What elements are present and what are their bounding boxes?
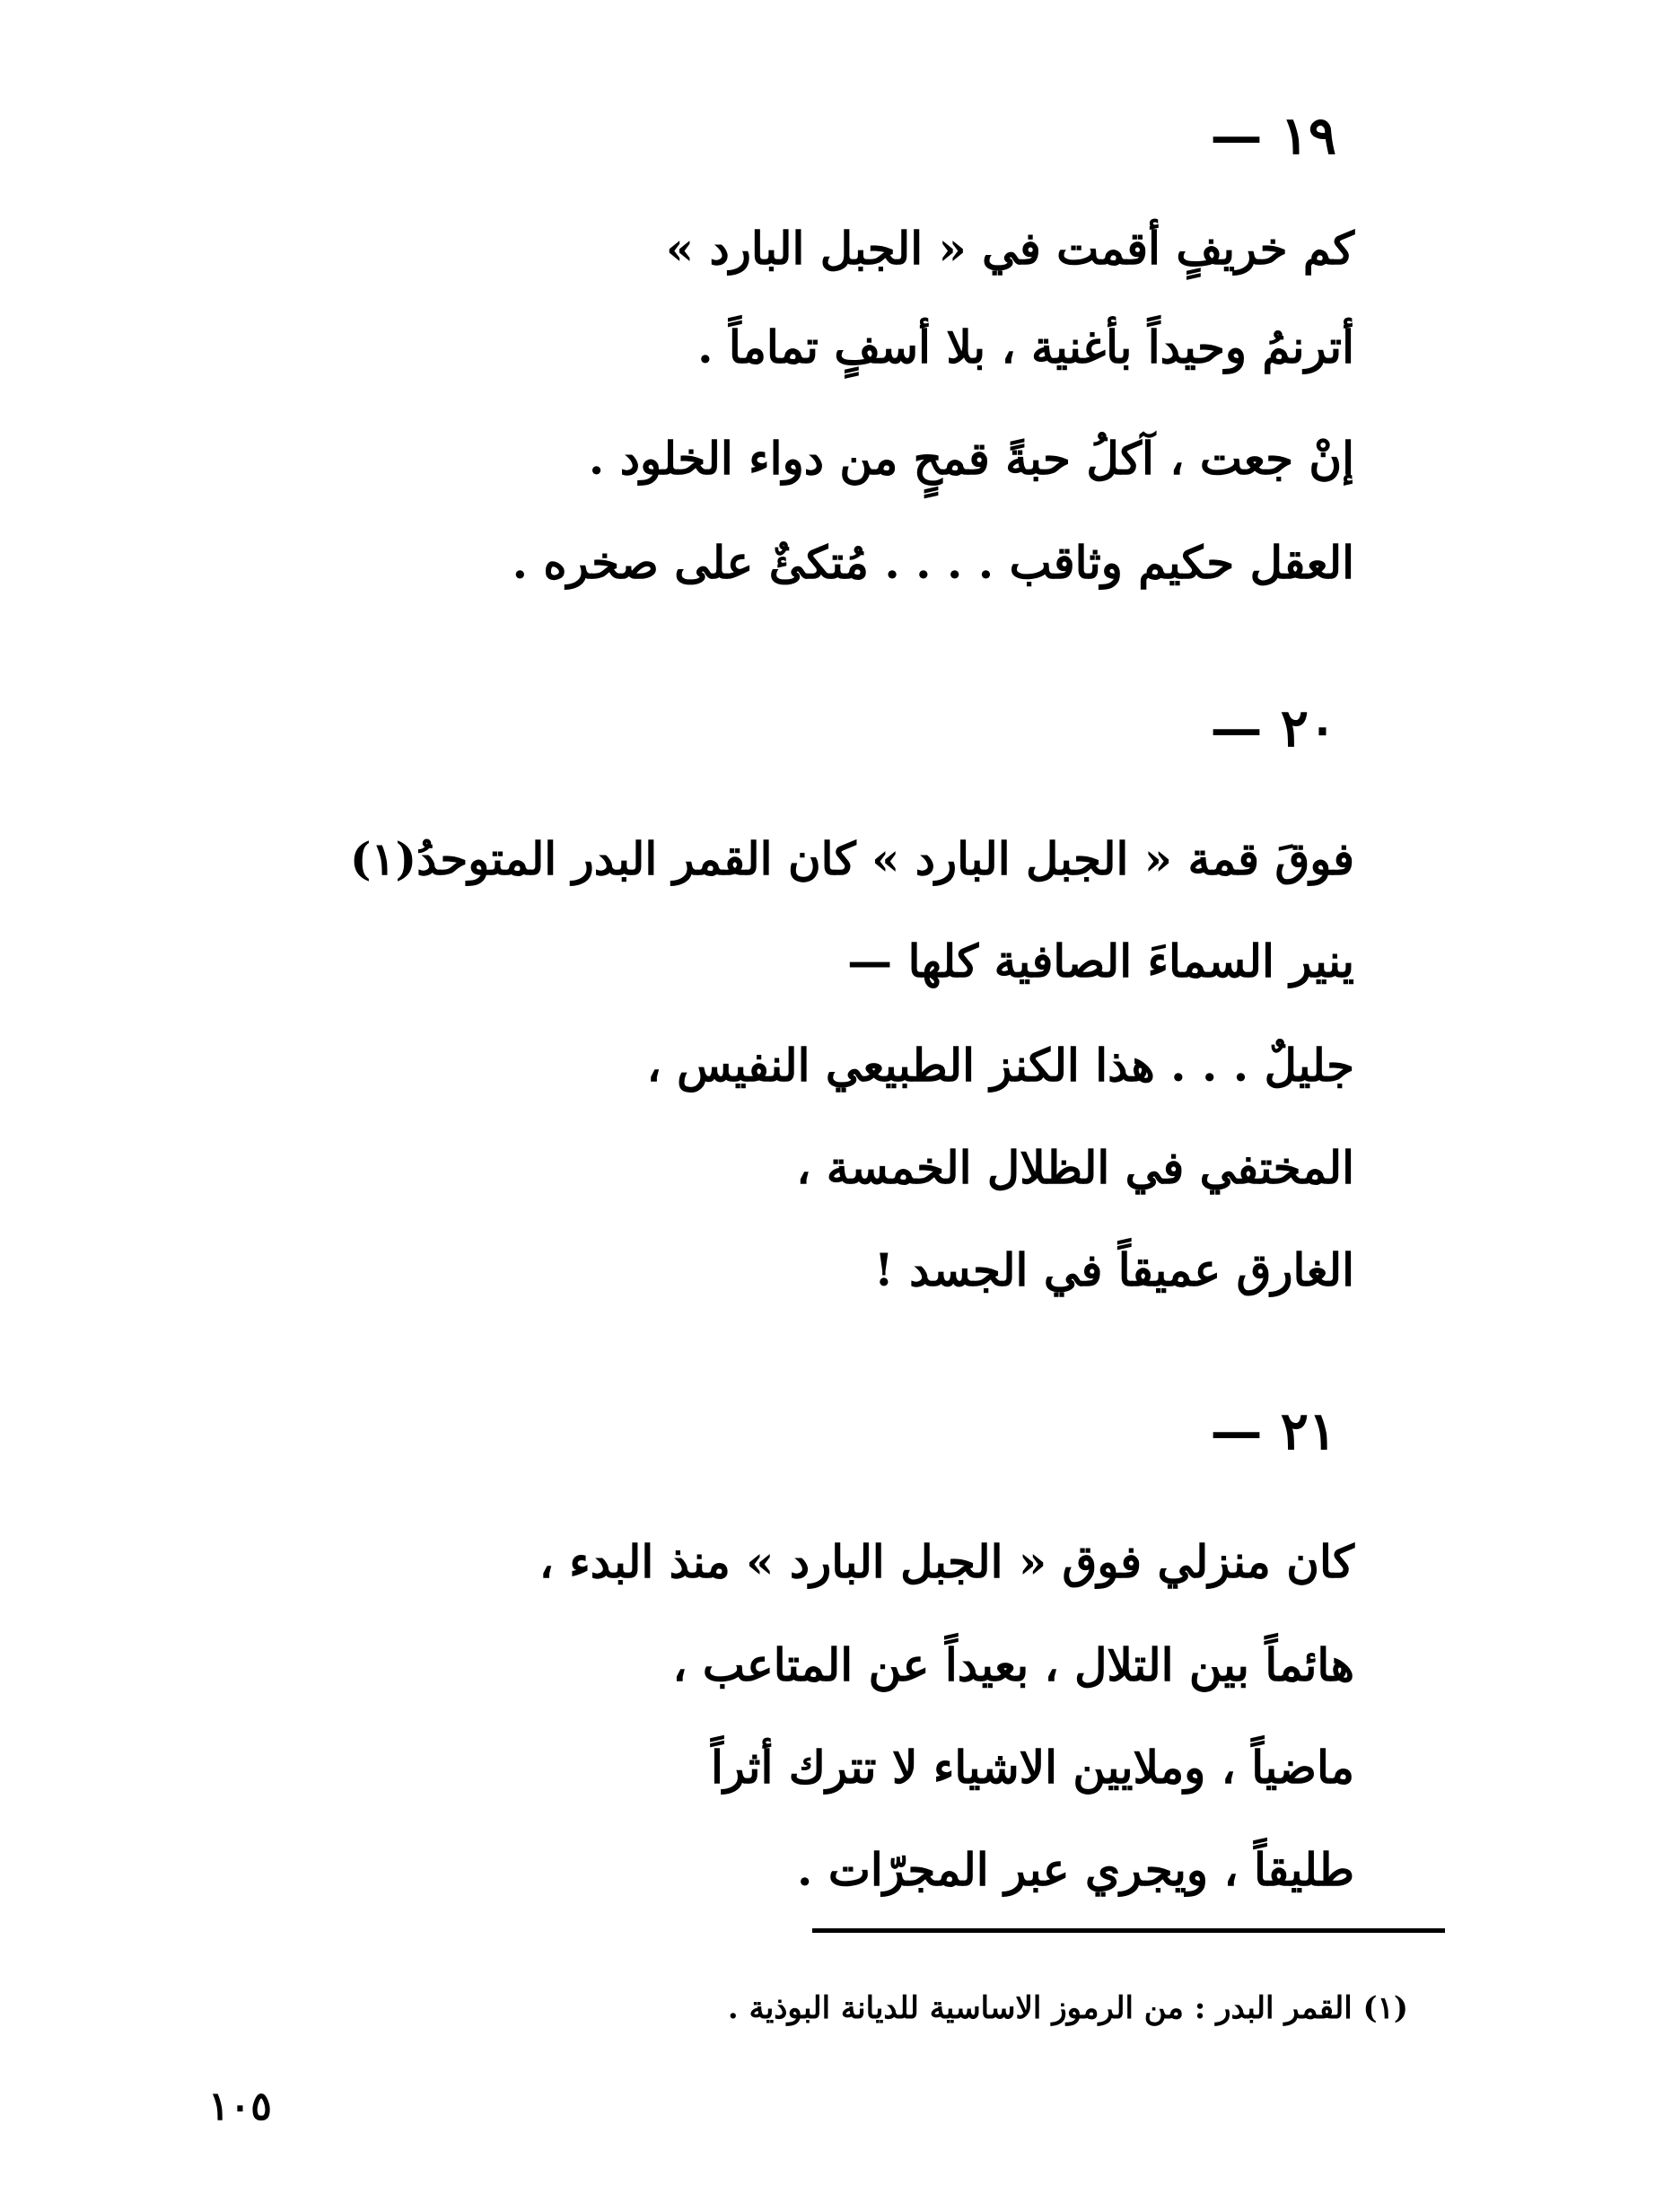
section-number: ١٩ — (1210, 105, 1336, 166)
poem-line: كان منزلي فوق « الجبل البارد » منذ البدء ، (539, 1535, 1354, 1588)
poem-line: المختفي في الظلال الخمسة ، (796, 1141, 1354, 1194)
poem-line: الغارق عميقاً في الجسد ! (873, 1243, 1354, 1296)
poem-line: جليلٌ . . . هذا الكنز الطبيعي النفيس ، (646, 1039, 1354, 1092)
page-number: ١٠٥ (208, 2084, 272, 2129)
poem-line: أترنمُ وحيداً بأغنية ، بلا أسفٍ تماماً . (697, 320, 1354, 373)
poem-line: ينير السماءَ الصافية كلها — (847, 935, 1354, 988)
poem-line: طليقاً ، ويجري عبر المجرّات . (797, 1843, 1354, 1896)
footnote-separator (812, 1928, 1445, 1933)
poem-line: هائماً بين التلال ، بعيداً عن المتاعب ، (672, 1638, 1354, 1691)
poem-line: العقل حكيم وثاقب . . . . مُتكئٌ على صخره . (512, 536, 1354, 589)
poem-line: فوقَ قمة « الجبل البارد » كان القمر البدر المتوحدُ(١) (349, 832, 1354, 885)
section-number: ٢١ — (1210, 1400, 1336, 1462)
poem-line: إنْ جعت ، آكلُ حبةً قمحٍ من دواء الخلود . (588, 432, 1354, 485)
poem-line: كم خريفٍ أقمت في « الجبل البارد » (665, 222, 1354, 275)
section-number: ٢٠ — (1210, 698, 1336, 759)
footnote: (١) القمر البدر : من الرموز الاساسية للديانة البوذية . (727, 1990, 1408, 2026)
poem-line: ماضياً ، وملايين الاشياء لا تترك أثراً (711, 1741, 1354, 1794)
